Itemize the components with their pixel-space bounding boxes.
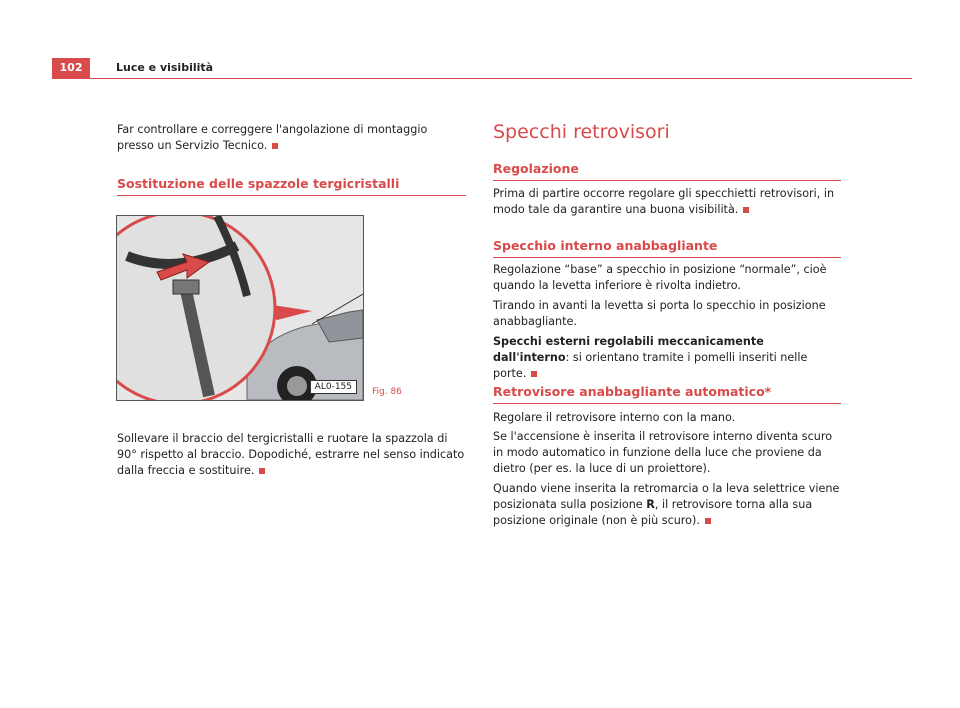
end-mark-icon [743, 207, 749, 213]
heading-regolazione: Regolazione [493, 161, 841, 181]
paragraph-auto-1: Regolare il retrovisore interno con la mano. [493, 411, 736, 424]
title-specchi-retrovisori: Specchi retrovisori [493, 121, 670, 143]
figure-label: Fig. 86 [372, 387, 402, 397]
end-mark-icon [259, 468, 265, 474]
heading-retrovisore-automatico: Retrovisore anabbagliante automatico* [493, 384, 841, 404]
figure-code: AL0-155 [310, 380, 357, 394]
page-number: 102 [52, 58, 90, 78]
figure-wiper-blade [116, 215, 364, 401]
paragraph-sostituzione: Sollevare il braccio del tergicristalli e ruotare la spazzola di 90° rispetto al braccio. Dopodiché, estrarre nel senso indicato dalla freccia e sostituire. [117, 432, 465, 477]
paragraph-regolazione: Prima di partire occorre regolare gli specchietti retrovisori, in modo tale da garantire una buona visibilità. [493, 187, 835, 216]
wiper-illustration [117, 216, 363, 400]
end-mark-icon [272, 143, 278, 149]
paragraph-interno-2: Tirando in avanti la levetta si porta lo specchio in posizione anabbagliante. [493, 299, 826, 328]
paragraph-interno-3: Specchi esterni regolabili meccanicamente dall'interno: si orientano tramite i pomelli inseriti nelle porte. [493, 335, 808, 380]
heading-sostituzione: Sostituzione delle spazzole tergicristalli [117, 176, 466, 196]
paragraph-interno-1: Regolazione “base” a specchio in posizione “normale”, cioè quando la levetta inferiore è rivolta indietro. [493, 263, 827, 292]
section-title: Luce e visibilità [116, 61, 214, 74]
end-mark-icon [705, 518, 711, 524]
end-mark-icon [531, 371, 537, 377]
heading-specchio-interno: Specchio interno anabbagliante [493, 238, 841, 258]
paragraph-auto-3: Quando viene inserita la retromarcia o la leva selettrice viene posizionata sulla posizione R, il retrovisore torna alla sua posizione originale (non è più scuro). [493, 482, 840, 527]
paragraph-auto-2: Se l'accensione è inserita il retrovisore interno diventa scuro in modo automatico in funzione della luce che proviene da dietro (per es. la luce di un proiettore). [493, 430, 833, 475]
page-header [52, 58, 912, 79]
intro-paragraph: Far controllare e correggere l'angolazione di montaggio presso un Servizio Tecnico. [117, 123, 428, 152]
